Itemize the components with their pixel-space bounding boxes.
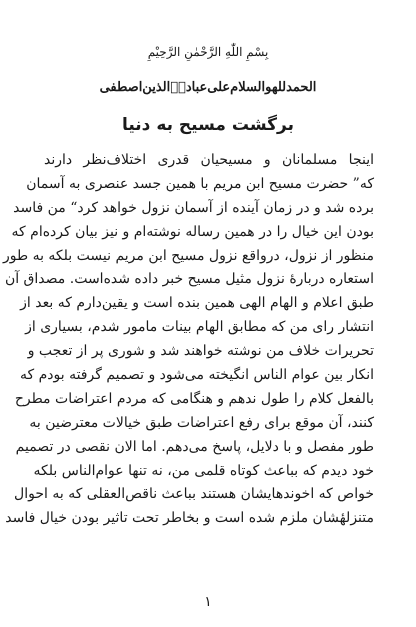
text-line: خود دیدم که بباعث کوتاه قلمی من، نه تنها عوام‌الناس بلکه — [33, 462, 374, 479]
bismillah-heading: بِسْمِ اللّٰهِ الرَّحْمٰنِ الرَّحِيْمِ — [147, 45, 269, 59]
text-line: طبق اعلام و الهام الهی همین بنده است و یقین‌دارم که بعد از — [20, 295, 374, 312]
text-line: استعاره دربارهٔ نزول مثیل مسیح خبر داده شده‌است. مصداق آن — [4, 271, 374, 288]
chapter-title: برگشت مسیح به دنیا — [121, 115, 295, 135]
text-line: تحریرات خلاف من نوشته خواهند شد و شوری پر از تعجب و — [27, 343, 374, 360]
text-line: بالفعل کلام را طول ندهم و هنگامی که مردم اعتراضات مطرح — [14, 390, 374, 407]
text-line: که” حضرت مسیح ابن مریم با همین جسد عنصری به آسمان — [26, 175, 374, 192]
text-line: انتشار رای من که مطابق الهام بینات مامور شدم، بسیاری از — [25, 319, 374, 336]
text-line: کنند، آن موقع برای رفع اعتراضات طبق خیالات معترضین به — [29, 414, 374, 431]
text-line: خواص که اخوندهایشان هستند بباعث ناقص‌العقلی که به احوال — [14, 486, 374, 503]
text-line: طور مفصل و با دلایل، پاسخ می‌دهم. اما الان نقصی در تصمیم — [15, 438, 374, 455]
text-line: اینجا مسلمانان و مسیحیان قدری اختلاف‌نظر دارند — [44, 152, 374, 168]
salutation-line: الحمدللهوالسلام‌علی‌عبادهٖ‌الذین‌اصطفی — [99, 80, 317, 95]
text-line: برده شد و در زمان آینده از آسمان نزول خواهد کرد“ من فاسد — [13, 199, 374, 216]
text-line: انکار بین عوام الناس انگیخته می‌شود و تصمیم گرفته بودم که — [19, 367, 374, 384]
body-paragraph — [2, 149, 374, 531]
page-number: ۱ — [204, 594, 212, 610]
text-line: بودن این خیال را در همین رساله نوشته‌ام و نیز بیان کرده‌ام که — [11, 223, 374, 240]
text-line: منظور از نزول، درواقع نزول مسیح ابن مریم نیست بلکه به طور — [2, 247, 374, 264]
text-line: متنزلهٔشان ملزم شده است و بخاطر تحت تاثیر بودن خیال فاسد — [5, 510, 374, 527]
